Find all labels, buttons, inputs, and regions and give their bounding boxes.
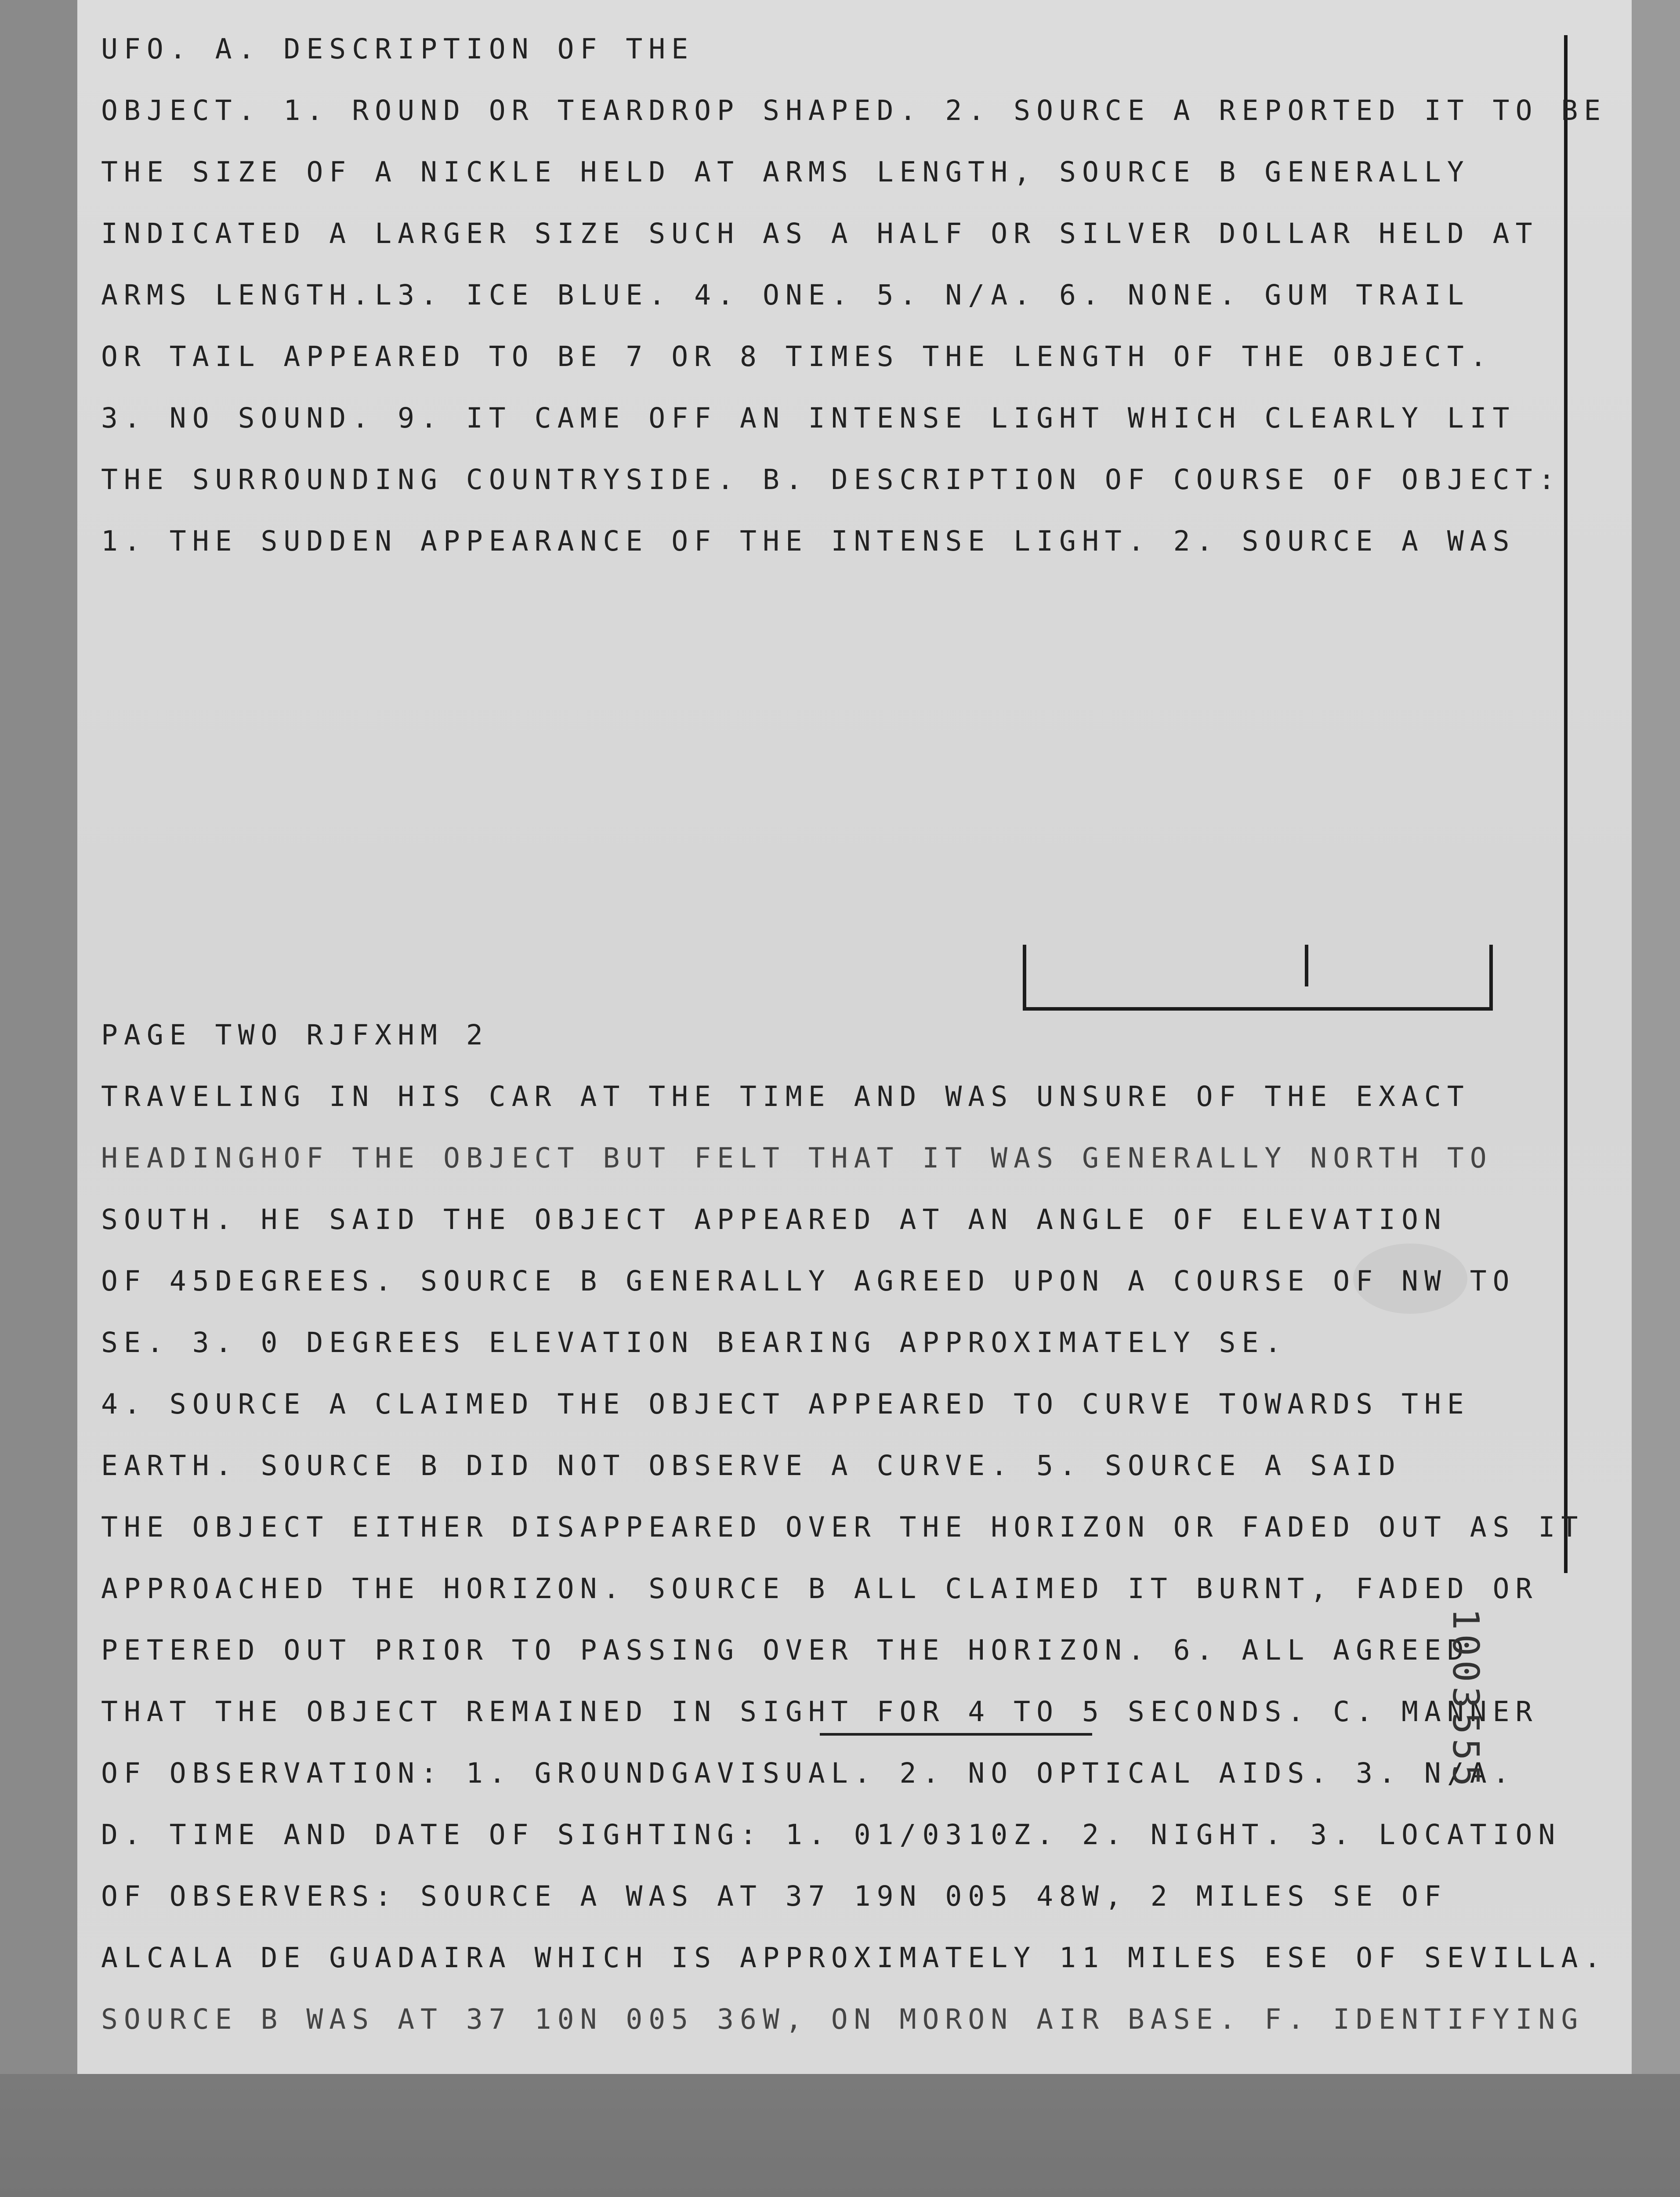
bracket-middle-stroke	[1305, 945, 1308, 986]
text-line-s2-1: TRAVELING IN HIS CAR AT THE TIME AND WAS UNSURE OF THE EXACT	[101, 1080, 1470, 1113]
text-line-s2-3: SOUTH. HE SAID THE OBJECT APPEARED AT AN ANGLE OF ELEVATION	[101, 1204, 1447, 1236]
text-line-s1-3: THE SIZE OF A NICKLE HELD AT ARMS LENGTH, SOURCE B GENERALLY	[101, 156, 1470, 188]
bracket-right-stroke	[1489, 945, 1493, 1011]
text-line-s2-16: SOURCE B WAS AT 37 10N 005 36W, ON MORON AIR BASE. F. IDENTIFYING	[101, 2003, 1584, 2035]
dark-background-area	[0, 2074, 1680, 2197]
document-number: 1003555	[1445, 1608, 1486, 1791]
text-line-s2-5: SE. 3. 0 DEGREES ELEVATION BEARING APPROXIMATELY SE.	[101, 1327, 1288, 1359]
text-line-s1-6: OR TAIL APPEARED TO BE 7 OR 8 TIMES THE LENGTH OF THE OBJECT.	[101, 341, 1493, 373]
text-line-s1-7: 3. NO SOUND. 9. IT CAME OFF AN INTENSE LIGHT WHICH CLEARLY LIT	[101, 402, 1516, 434]
text-line-s1-8: THE SURROUNDING COUNTRYSIDE. B. DESCRIPTION OF COURSE OF OBJECT:	[101, 464, 1561, 496]
paper-smudge	[1353, 1244, 1467, 1314]
text-line-s2-14: OF OBSERVERS: SOURCE A WAS AT 37 19N 005 48W, 2 MILES SE OF	[101, 1880, 1447, 1912]
text-line-s1-2: OBJECT. 1. ROUND OR TEARDROP SHAPED. 2. SOURCE A REPORTED IT TO BE	[101, 94, 1607, 127]
text-line-s2-9: APPROACHED THE HORIZON. SOURCE B ALL CLAIMED IT BURNT, FADED OR	[101, 1573, 1539, 1605]
text-line-s2-10: PETERED OUT PRIOR TO PASSING OVER THE HORIZON. 6. ALL AGREED	[101, 1634, 1470, 1666]
text-line-s2-15: ALCALA DE GUADAIRA WHICH IS APPROXIMATELY 11 MILES ESE OF SEVILLA.	[101, 1942, 1607, 1974]
text-line-s2-8: THE OBJECT EITHER DISAPPEARED OVER THE HORIZON OR FADED OUT AS IT	[101, 1511, 1584, 1543]
bracket-bottom-stroke	[1023, 1007, 1493, 1011]
page-header: PAGE TWO RJFXHM 2	[101, 1019, 489, 1051]
page-right-margin	[1632, 0, 1680, 2074]
bracket-left-stroke	[1023, 945, 1026, 1011]
text-line-s2-7: EARTH. SOURCE B DID NOT OBSERVE A CURVE. 5. SOURCE A SAID	[101, 1450, 1401, 1482]
text-line-s2-4: OF 45DEGREES. SOURCE B GENERALLY AGREED UPON A COURSE OF NW TO	[101, 1265, 1516, 1297]
text-line-s2-13: D. TIME AND DATE OF SIGHTING: 1. 01/0310Z. 2. NIGHT. 3. LOCATION	[101, 1819, 1561, 1851]
text-line-s2-11: THAT THE OBJECT REMAINED IN SIGHT FOR 4 TO 5 SECONDS. C. MANNER	[101, 1696, 1539, 1728]
text-line-s2-12: OF OBSERVATION: 1. GROUNDGAVISUAL. 2. NO OPTICAL AIDS. 3. N/A.	[101, 1757, 1516, 1789]
text-line-s2-6: 4. SOURCE A CLAIMED THE OBJECT APPEARED TO CURVE TOWARDS THE	[101, 1388, 1470, 1420]
text-line-s2-2: HEADINGHOF THE OBJECT BUT FELT THAT IT WAS GENERALLY NORTH TO	[101, 1142, 1493, 1174]
text-line-s1-4: INDICATED A LARGER SIZE SUCH AS A HALF OR SILVER DOLLAR HELD AT	[101, 218, 1539, 250]
page-left-margin	[0, 0, 77, 2074]
text-line-s1-5: ARMS LENGTH.L3. ICE BLUE. 4. ONE. 5. N/A. 6. NONE. GUM TRAIL	[101, 279, 1470, 311]
text-line-s1-9: 1. THE SUDDEN APPEARANCE OF THE INTENSE LIGHT. 2. SOURCE A WAS	[101, 525, 1516, 557]
vertical-rule	[1564, 35, 1568, 1573]
seconds-underline	[820, 1733, 1092, 1736]
text-line-s1-1: UFO. A. DESCRIPTION OF THE	[101, 33, 695, 65]
